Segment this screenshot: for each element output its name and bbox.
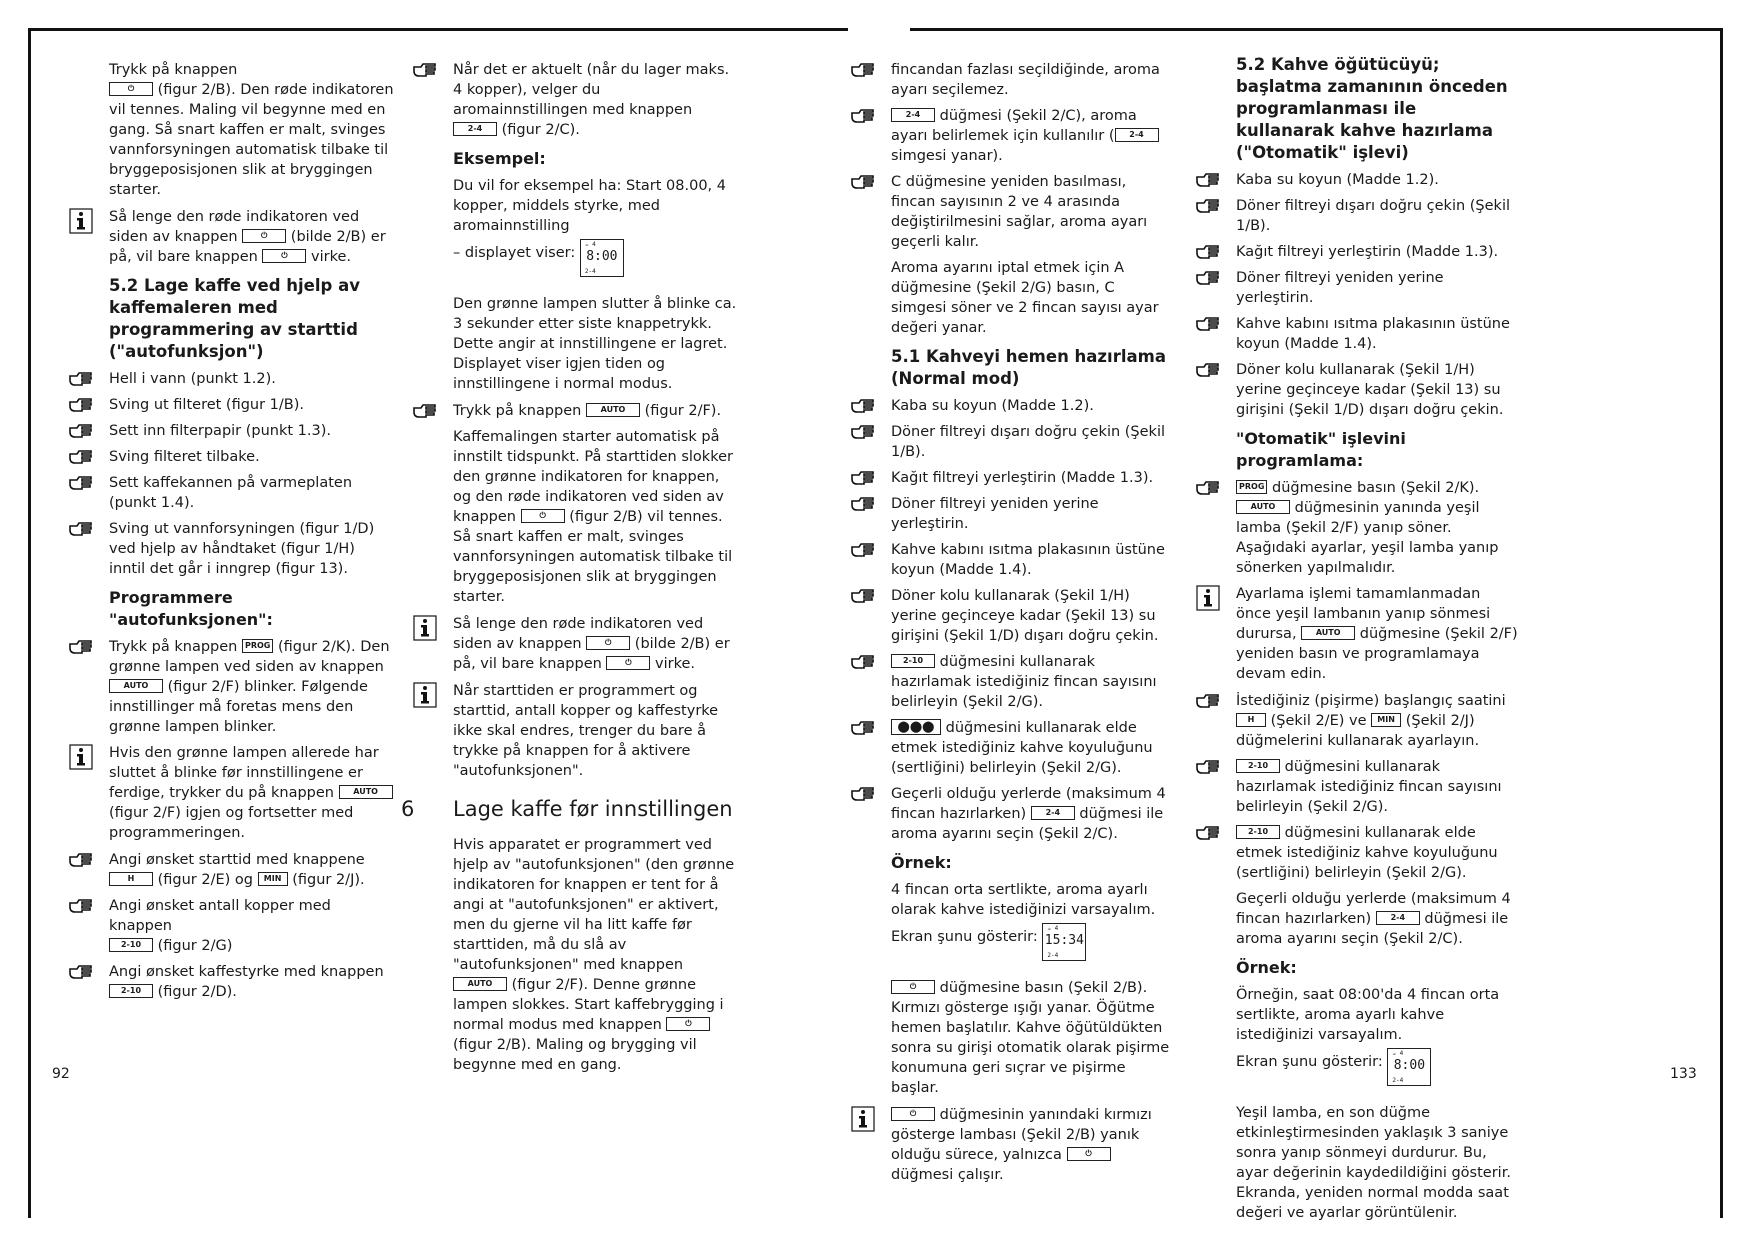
step-item: Trykk på knappen PROG (figur 2/K). Den grønne lampen ved siden av knappen AUTO (figur 2/F) blinker. Følgende innstillinger må foretas mens den grønne lampen blinker. [109, 637, 394, 737]
subheading: "Otomatik" işlevini programlama: [1236, 429, 1406, 470]
pointing-hand-icon [1196, 361, 1222, 377]
pointing-hand-icon [69, 851, 95, 867]
step-item: Döner filtreyi yeniden yerine yerleştirin. [891, 494, 1171, 534]
step-item: ⬤⬤⬤ düğmesini kullanarak elde etmek istediğiniz kahve koyuluğunu (sertliğini) belirleyin (Şekil 2/G). [891, 718, 1171, 778]
step-item: Döner kolu kullanarak (Şekil 1/H) yerine geçinceye kadar (Şekil 13) su girişini (Şekil 1/D) dışarı doğru çekin. [1236, 360, 1518, 420]
step-item: Kaba su koyun (Madde 1.2). [1236, 170, 1518, 190]
strength-key: ⬤⬤⬤ [891, 719, 941, 735]
pointing-hand-icon [1196, 758, 1222, 774]
cups-key: 2-10 [109, 938, 153, 952]
step-item: Sving filteret tilbake. [109, 447, 394, 467]
cups-key: 2-10 [1236, 825, 1280, 839]
step-item: İstediğiniz (pişirme) başlangıç saatini H (Şekil 2/E) ve MIN (Şekil 2/J) düğmelerini kullanarak ayarlayın. [1236, 691, 1518, 751]
pointing-hand-icon [413, 61, 439, 77]
on-key: ⏻ [586, 636, 630, 650]
auto-key: AUTO [1236, 500, 1290, 514]
step-item: 2-10 düğmesini kullanarak elde etmek istediğiniz kahve koyuluğunu (sertliğini) belirleyin (Şekil 2/G). [1236, 823, 1518, 883]
on-key: ⏻ [1067, 1147, 1111, 1161]
info-paragraph: Så lenge den røde indikatoren ved siden av knappen ⏻ (bilde 2/B) er på, vil bare knappen ⏻ virke. [109, 207, 394, 267]
info-icon [851, 1106, 875, 1132]
step-item: Kahve kabını ısıtma plakasının üstüne koyun (Madde 1.4). [1236, 314, 1518, 354]
pointing-hand-icon [1196, 692, 1222, 708]
section-heading: 5.1 Kahveyi hemen hazırlama (Normal mod) [891, 347, 1166, 388]
cups-key: 2-10 [1236, 759, 1280, 773]
pointing-hand-icon [69, 474, 95, 490]
aroma-key: 2-4 [1376, 911, 1420, 925]
pointing-hand-icon [69, 638, 95, 654]
step-item: Kaba su koyun (Madde 1.2). [891, 396, 1171, 416]
min-key: MIN [258, 872, 288, 886]
step-item: 2-10 düğmesini kullanarak hazırlamak istediğiniz fincan sayısını belirleyin (Şekil 2/G). [891, 652, 1171, 712]
prog-key: PROG [1236, 480, 1267, 494]
aroma-key: 2-4 [891, 108, 935, 122]
step-item: Döner filtreyi dışarı doğru çekin (Şekil 1/B). [1236, 196, 1518, 236]
info-icon [1196, 585, 1220, 611]
left-column-2 [401, 60, 738, 1082]
step-item: PROG düğmesine basın (Şekil 2/K). AUTO düğmesinin yanında yeşil lamba (Şekil 2/F) yanıp söner. Aşağıdaki ayarlar, yeşil lamba yanıp sönerken yapılmalıdır. [1236, 478, 1518, 578]
display-line: Ekran şunu gösterir: ☕ 4 8:00 2-4 [1236, 1052, 1518, 1096]
green-lamp-text: Den grønne lampen slutter å blinke ca. 3 sekunder etter siste knappetrykk. Dette angir at innstillingene er lagret. Displayet viser igjen tiden og innstillingene i normal modus. [453, 296, 737, 392]
auto-text: Kaffemalingen starter automatisk på innstilt tidspunkt. På starttiden slokker den grønne indikatoren for knappen, og den røde indikatoren ved siden av knappen ⏻ (figur 2/B) vil tennes. Så snart kaffen er malt, svinges vannforsyningen automatisk tilbake til bryggeposisjonen slik at bryggingen starter. [453, 429, 733, 605]
example-heading: Örnek: [891, 853, 952, 872]
pointing-hand-icon [851, 61, 877, 77]
pointing-hand-icon [851, 785, 877, 801]
page-number: 92 [52, 1066, 70, 1082]
pointing-hand-icon [851, 541, 877, 557]
step-item: Sett inn filterpapir (punkt 1.3). [109, 421, 394, 441]
chapter-title: Lage kaffe før innstillingen [453, 797, 733, 821]
press-text: ⏻ düğmesine basın (Şekil 2/B). Kırmızı gösterge ışığı yanar. Öğütme hemen başlatılır. Kahve öğütüldükten sonra su girişi otomatik olarak pişirme konumuna geri sıçrar ve pişirme başlar. [891, 980, 1170, 1096]
aroma-cancel-text: Aroma ayarını iptal etmek için A düğmesine (Şekil 2/G) basın, C simgesi söner ve 2 fincan sayısı ayar değeri yanar. [891, 260, 1159, 336]
pointing-hand-icon [413, 402, 439, 418]
step-item: Hell i vann (punkt 1.2). [109, 369, 394, 389]
pointing-hand-icon [851, 397, 877, 413]
aroma-key: 2-4 [1031, 806, 1075, 820]
lcd-display: ☕ 4 8:00 2-4 [1387, 1048, 1431, 1086]
step-item: Trykk på knappen AUTO (figur 2/F). [453, 401, 738, 421]
pointing-hand-icon [1196, 197, 1222, 213]
final-text: Yeşil lamba, en son düğme etkinleştirmesinden yaklaşık 3 saniye sonra yanıp sönmeyi durdurur. Bu, ayar değerinin kaydedildiğini gösterir. Ekranda, yeniden normal modda saat değeri ve ayarlar görüntülenir. [1236, 1105, 1511, 1221]
on-key: ⏻ [109, 82, 153, 96]
pointing-hand-icon [69, 370, 95, 386]
page-number: 133 [1670, 1066, 1697, 1082]
step-item: Angi ønsket starttid med knappene H (figur 2/E) og MIN (figur 2/J). [109, 850, 394, 890]
step-item: Geçerli olduğu yerlerde (maksimum 4 fincan hazırlarken) 2-4 düğmesi ile aroma ayarını seçin (Şekil 2/C). [891, 784, 1171, 844]
aroma-key: 2-4 [453, 122, 497, 136]
chapter-heading [401, 795, 738, 835]
step-item: Angi ønsket kaffestyrke med knappen 2-10 (figur 2/D). [109, 962, 394, 1002]
pointing-hand-icon [851, 469, 877, 485]
h-key: H [1236, 713, 1266, 727]
info-paragraph: Så lenge den røde indikatoren ved siden av knappen ⏻ (bilde 2/B) er på, vil bare knappen ⏻ virke. [453, 614, 738, 674]
info-paragraph: ⏻ düğmesinin yanındaki kırmızı gösterge lambası (Şekil 2/B) yanık olduğu sürece, yalnızca ⏻ düğmesi çalışır. [891, 1105, 1171, 1185]
pointing-hand-icon [69, 897, 95, 913]
step-item: Sving ut filteret (figur 1/B). [109, 395, 394, 415]
auto-key: AUTO [109, 679, 163, 693]
info-paragraph: Ayarlama işlemi tamamlanmadan önce yeşil lambanın yanıp sönmesi durursa, AUTO düğmesine (Şekil 2/F) yeniden basın ve programlamaya devam edin. [1236, 584, 1518, 684]
pointing-hand-icon [1196, 269, 1222, 285]
top-rule [28, 28, 848, 31]
step-item: fincandan fazlası seçildiğinde, aroma ayarı seçilemez. [891, 60, 1171, 100]
on-key: ⏻ [891, 980, 935, 994]
step-item: C düğmesine yeniden basılması, fincan sayısının 2 ve 4 arasında değiştirilmesini sağlar, aroma ayarı geçerli kalır. [891, 172, 1171, 252]
pointing-hand-icon [69, 448, 95, 464]
pointing-hand-icon [1196, 243, 1222, 259]
step-item: Kağıt filtreyi yerleştirin (Madde 1.3). [1236, 242, 1518, 262]
pointing-hand-icon [851, 653, 877, 669]
pointing-hand-icon [69, 422, 95, 438]
step-item: Angi ønsket antall kopper med knappen 2-10 (figur 2/G) [109, 896, 394, 956]
auto-key: AUTO [1301, 626, 1355, 640]
pointing-hand-icon [1196, 315, 1222, 331]
info-paragraph: Hvis den grønne lampen allerede har sluttet å blinke før innstillingene er ferdige, trykker du på knappen AUTO (figur 2/F) igjen og fortsetter med programmeringen. [109, 743, 394, 843]
cups-key: 2-10 [109, 984, 153, 998]
lcd-display: ☕ 4 8:00 2-4 [580, 239, 624, 277]
subheading: Programmere "autofunksjonen": [109, 588, 273, 629]
chapter-number: 6 [401, 797, 415, 821]
auto-key: AUTO [586, 403, 640, 417]
on-key: ⏻ [242, 229, 286, 243]
pointing-hand-icon [851, 719, 877, 735]
pointing-hand-icon [69, 963, 95, 979]
chapter-text: Hvis apparatet er programmert ved hjelp av "autofunksjonen" (den grønne indikatoren for knappen er tent for å angi at "autofunksjonen" er aktivert, men du gjerne vil ha litt kaffe før starttiden, må du slå av "autofunksjonen" med knappen AUTO (figur 2/F). Denne grønne lampen slokkes. Start kaffebrygging i normal modus med knappen ⏻ (figur 2/B). Maling og brygging vil begynne med en gang. [453, 837, 735, 1073]
pointing-hand-icon [1196, 824, 1222, 840]
aroma-text: Geçerli olduğu yerlerde (maksimum 4 fincan hazırlarken) 2-4 düğmesi ile aroma ayarını seçin (Şekil 2/C). [1236, 891, 1511, 947]
step-item: 2-10 düğmesini kullanarak hazırlamak istediğiniz fincan sayısını belirleyin (Şekil 2/G). [1236, 757, 1518, 817]
pointing-hand-icon [1196, 479, 1222, 495]
step-item: Döner filtreyi yeniden yerine yerleştirin. [1236, 268, 1518, 308]
step-item: Döner filtreyi dışarı doğru çekin (Şekil 1/B). [891, 422, 1171, 462]
auto-key: AUTO [453, 977, 507, 991]
pointing-hand-icon [851, 495, 877, 511]
step-item: Når det er aktuelt (når du lager maks. 4 kopper), velger du aromainnstillingen med knappen 2-4 (figur 2/C). [453, 60, 738, 140]
min-key: MIN [1371, 713, 1401, 727]
cups-key: 2-10 [891, 654, 935, 668]
step-item: Sving ut vannforsyningen (figur 1/D) ved hjelp av håndtaket (figur 1/H) inntil det går i inngrep (figur 13). [109, 519, 394, 579]
step-item: Sett kaffekannen på varmeplaten (punkt 1.4). [109, 473, 394, 513]
right-rule [1720, 28, 1723, 1218]
step-item: 2-4 düğmesi (Şekil 2/C), aroma ayarı belirlemek için kullanılır ( 2-4 simgesi yanar). [891, 106, 1171, 166]
section-heading: 5.2 Lage kaffe ved hjelp av kaffemaleren med programmering av starttid ("autofunksjon") [109, 276, 360, 361]
example-heading: Eksempel: [453, 149, 546, 168]
aroma-key: 2-4 [1115, 128, 1159, 142]
step-item: Kahve kabını ısıtma plakasının üstüne koyun (Madde 1.4). [891, 540, 1171, 580]
info-icon [69, 208, 93, 234]
display-line: Ekran şunu gösterir: ☕ 4 15:34 2-4 [891, 927, 1171, 971]
display-line: – displayet viser: ☕ 4 8:00 2-4 [453, 243, 738, 287]
right-page [880, 0, 1749, 1241]
info-icon [413, 682, 437, 708]
right-column-1 [891, 60, 1171, 1192]
left-rule [28, 28, 31, 1218]
example-text: Du vil for eksempel ha: Start 08.00, 4 kopper, middels styrke, med aromainnstilling [453, 178, 726, 234]
h-key: H [109, 872, 153, 886]
example-heading: Örnek: [1236, 958, 1297, 977]
auto-key: AUTO [339, 785, 393, 799]
prog-key: PROG [242, 639, 273, 653]
info-paragraph: Når starttiden er programmert og starttid, antall kopper og kaffestyrke ikke skal endres, trenger du bare å trykke på knappen for å aktivere "autofunksjonen". [453, 681, 738, 781]
on-key: ⏻ [262, 249, 306, 263]
right-column-2 [1236, 55, 1518, 1230]
lcd-display: ☕ 4 15:34 2-4 [1042, 923, 1086, 961]
pointing-hand-icon [69, 396, 95, 412]
pointing-hand-icon [851, 107, 877, 123]
pointing-hand-icon [1196, 171, 1222, 187]
left-page [0, 0, 870, 1241]
intro-paragraph: Trykk på knappen ⏻ (figur 2/B). Den røde indikatoren vil tennes. Maling vil begynne med en gang. Så snart kaffen er malt, svinges vannforsyningen automatisk tilbake til bryggeposisjonen slik at bryggingen starter. [109, 62, 394, 198]
example-text: Örneğin, saat 08:00'da 4 fincan orta sertlikte, aroma ayarlı kahve istediğinizi varsayalım. [1236, 987, 1500, 1043]
left-column-1 [109, 60, 394, 1008]
on-key: ⏻ [891, 1107, 935, 1121]
on-key: ⏻ [606, 656, 650, 670]
step-item: Kağıt filtreyi yerleştirin (Madde 1.3). [891, 468, 1171, 488]
pointing-hand-icon [69, 520, 95, 536]
section-heading: 5.2 Kahve öğütücüyü; başlatma zamanının önceden programlanması ile kullanarak kahve hazırlama ("Otomatik" işlevi) [1236, 55, 1508, 162]
example-text: 4 fincan orta sertlikte, aroma ayarlı olarak kahve istediğinizi varsayalım. [891, 882, 1156, 918]
on-key: ⏻ [666, 1017, 710, 1031]
top-rule [910, 28, 1722, 31]
pointing-hand-icon [851, 587, 877, 603]
info-icon [69, 744, 93, 770]
on-key: ⏻ [521, 509, 565, 523]
info-icon [413, 615, 437, 641]
pointing-hand-icon [851, 423, 877, 439]
step-item: Döner kolu kullanarak (Şekil 1/H) yerine geçinceye kadar (Şekil 13) su girişini (Şekil 1/D) dışarı doğru çekin. [891, 586, 1171, 646]
pointing-hand-icon [851, 173, 877, 189]
